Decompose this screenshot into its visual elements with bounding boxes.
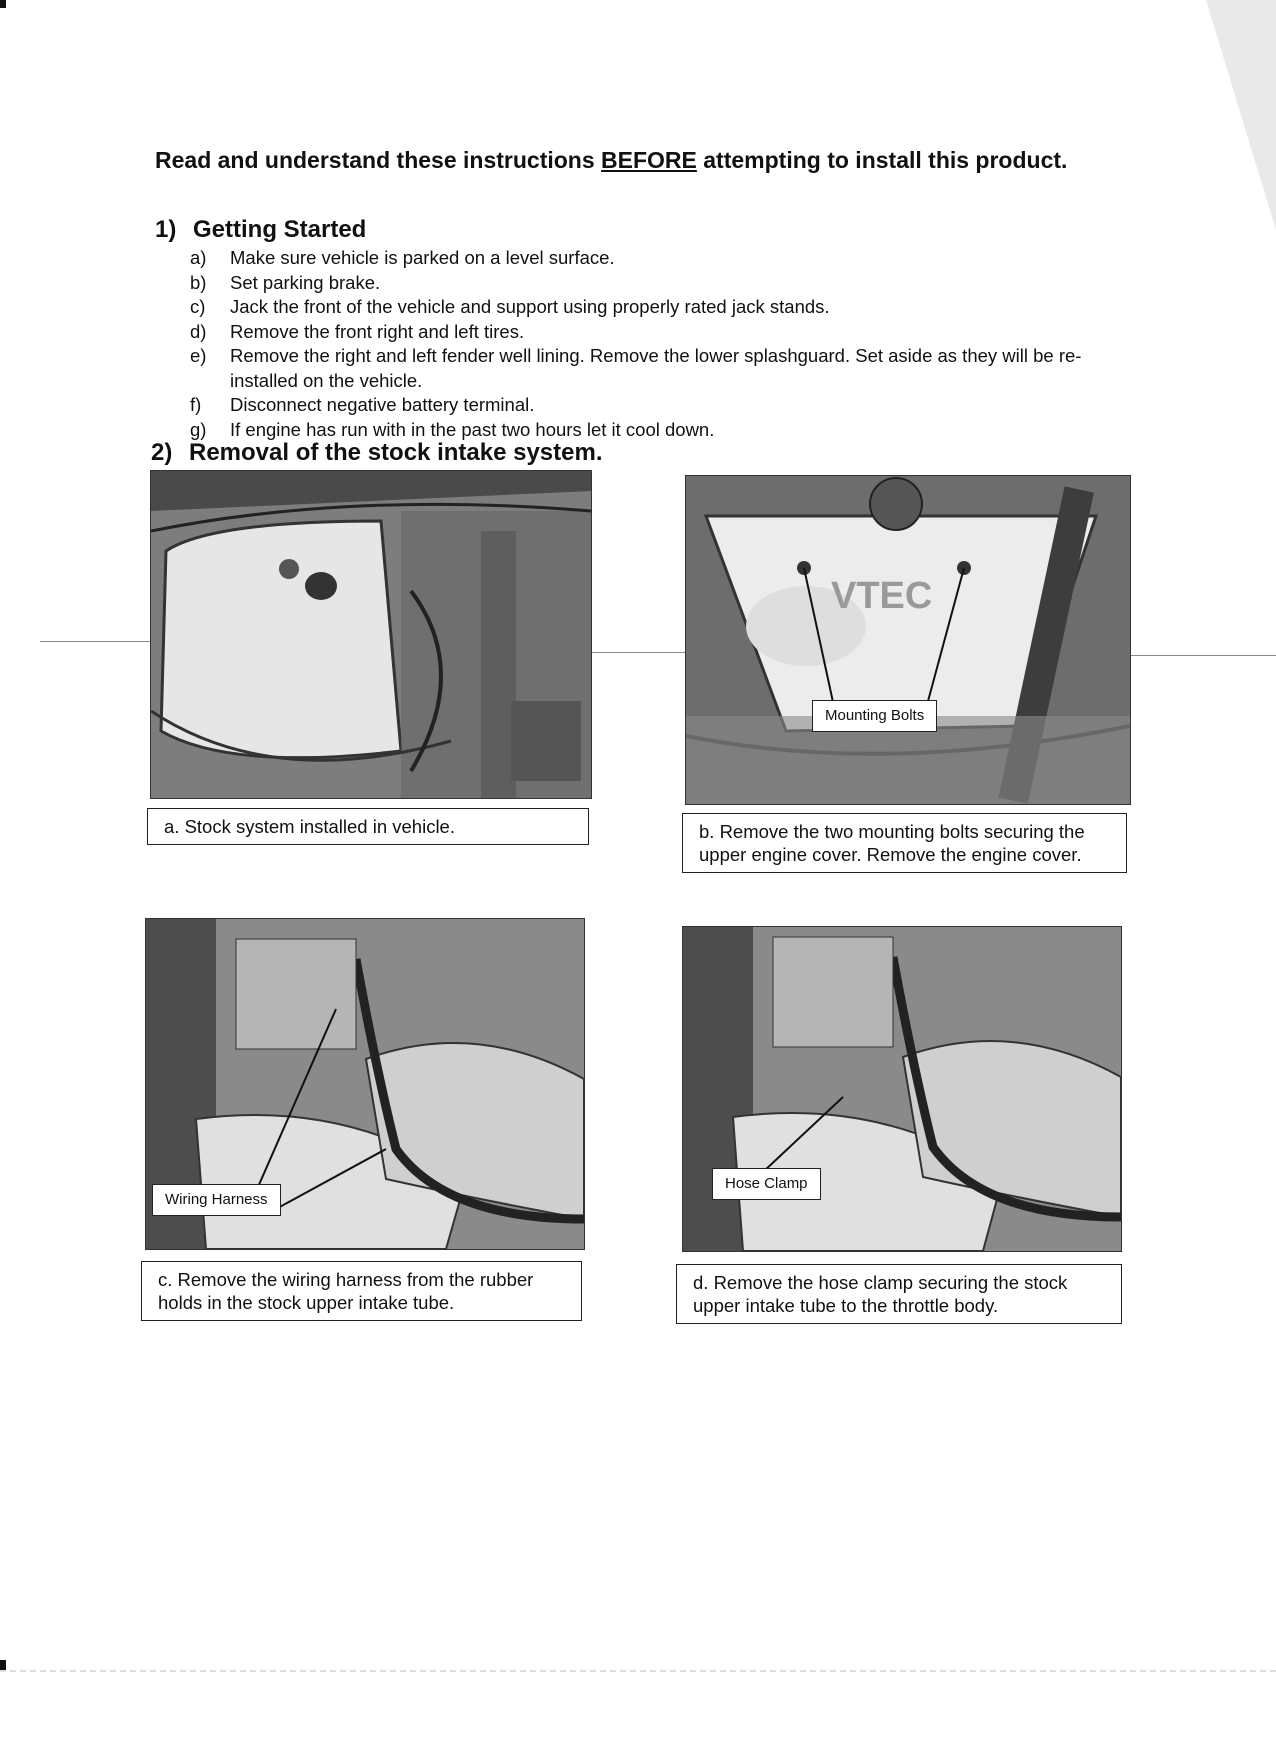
figure-c-caption: c. Remove the wiring harness from the rubber holds in the stock upper intake tube.: [141, 1261, 582, 1321]
heading-text-after: attempting to install this product.: [696, 147, 1068, 173]
section-removal-title: [151, 439, 602, 467]
step-item: a) Make sure vehicle is parked on a level surface.: [190, 247, 615, 268]
step-item: e) Remove the right and left fender well lining. Remove the lower splashguard. Set aside as they will be re-installed on the vehicle.: [190, 345, 1082, 391]
engine-photo-hose-clamp: [682, 926, 1122, 1252]
scan-page-edge: [1206, 0, 1276, 230]
step-item: d) Remove the front right and left tires.: [190, 320, 525, 342]
section-title-text: Removal of the stock intake system.: [189, 439, 603, 466]
getting-started-steps: [190, 246, 1120, 442]
engine-photo-engine-cover: [685, 475, 1131, 805]
scan-line-right: [1130, 655, 1276, 656]
heading-emphasis: BEFORE: [601, 147, 697, 173]
figure-a-caption: a. Stock system installed in vehicle.: [147, 808, 589, 845]
figure-b-caption: b. Remove the two mounting bolts securing the upper engine cover. Remove the engine cover.: [682, 813, 1127, 873]
heading-text-before: Read and understand these instructions: [155, 147, 602, 173]
section-number: 1): [155, 216, 177, 243]
step-item: c) Jack the front of the vehicle and support using properly rated jack stands.: [190, 296, 830, 317]
step-item: b) Set parking brake.: [190, 271, 381, 293]
scan-bottom-margin: [0, 1670, 1276, 1754]
hose-clamp-callout: Hose Clamp: [712, 1168, 821, 1200]
wiring-harness-callout: Wiring Harness: [152, 1184, 281, 1216]
section-title-text: Getting Started: [193, 216, 367, 243]
scan-line-left: [40, 641, 150, 642]
mounting-bolts-callout: Mounting Bolts: [812, 700, 937, 732]
engine-photo-stock-system: [150, 470, 592, 799]
step-item: g) If engine has run with in the past two hours let it cool down.: [190, 418, 715, 440]
figure-d-caption: d. Remove the hose clamp securing the stock upper intake tube to the throttle body.: [676, 1264, 1122, 1324]
section-getting-started-title: [155, 216, 366, 244]
scan-line-middle: [590, 652, 685, 653]
scan-mark-top: [0, 0, 6, 8]
step-item: f) Disconnect negative battery terminal.: [190, 394, 535, 415]
vtec-lettering: VTEC: [831, 575, 933, 617]
instructions-heading: [155, 147, 1075, 174]
section-number: 2): [151, 439, 173, 466]
